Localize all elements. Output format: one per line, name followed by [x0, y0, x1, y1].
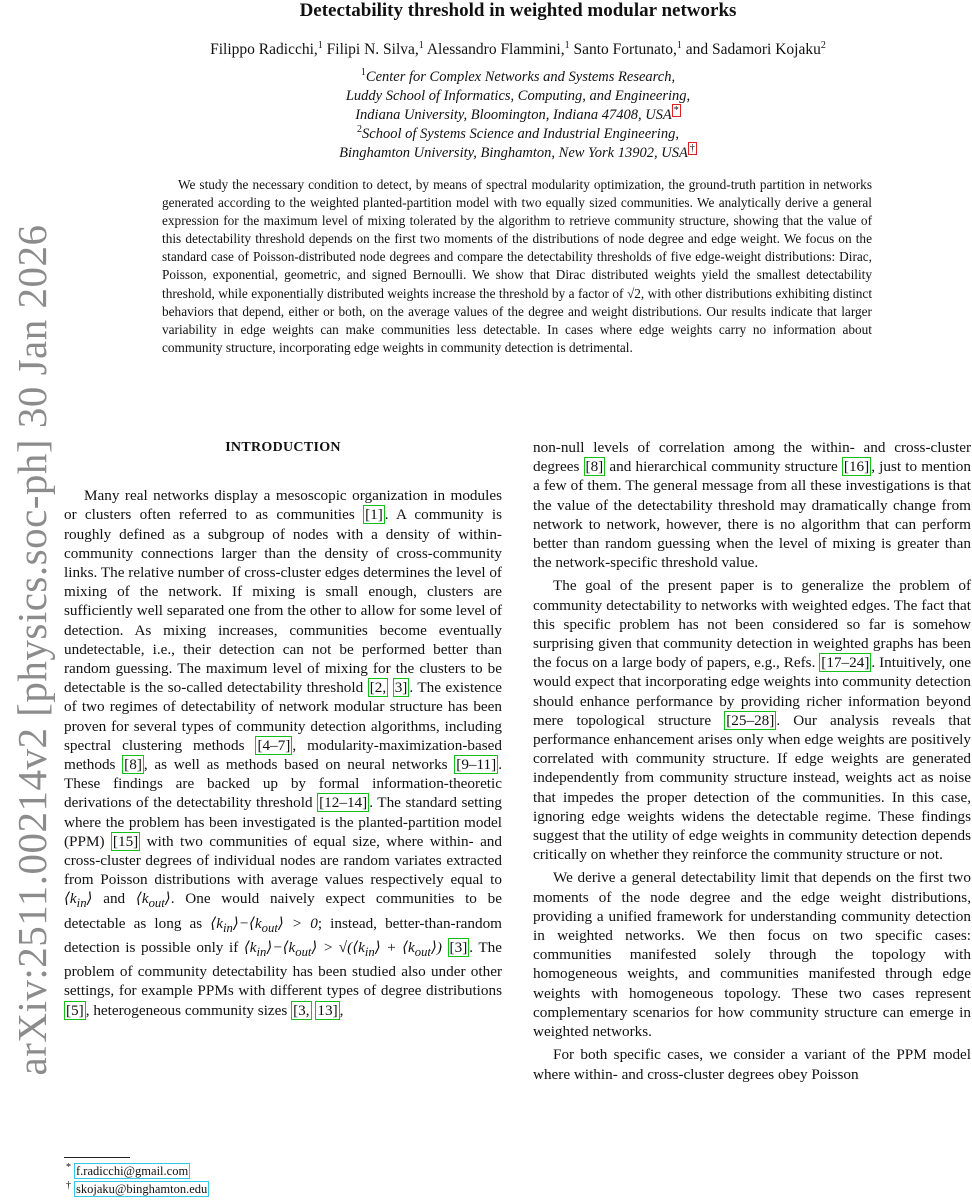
math-k-in: $⟨k_{in}⟩$ — [64, 890, 93, 911]
intro-paragraph-1-continued: non-null levels of correlation among the within- and cross-cluster degrees [8] and hierarchical community structure [16] , just to mention a few of them. The general message from all these investigations is that the value of the detectability threshold may dramatically change from network to network, however, there is no algorithm that can perform better than random guessing when the level of mixing is greater than the network-specific threshold value. — [533, 439, 971, 572]
citation-link[interactable]: [1] — [365, 506, 383, 524]
citation-link[interactable]: [2, — [369, 679, 387, 697]
footnote-link-1[interactable]: * — [673, 105, 679, 116]
citation-link[interactable]: [8] — [124, 756, 142, 774]
affiliation-1-line-2: Luddy School of Informatics, Computing, and Engineering, — [345, 88, 691, 104]
math-threshold-condition: $⟨k_{in}⟩-⟨k_{out}⟩$ > $√(⟨k_{in}⟩$ + $⟨k_{out}⟩$) — [243, 938, 442, 959]
citation-link[interactable]: [5] — [66, 1001, 84, 1019]
email-link-radicchi[interactable]: f.radicchi@gmail.com — [76, 1164, 189, 1178]
arxiv-sidebar — [0, 224, 64, 1076]
math-naive-condition: $⟨k_{in}⟩-⟨k_{out}⟩ > 0$ — [210, 914, 318, 935]
affiliations — [64, 68, 972, 163]
author-5: and Sadamori Kojaku$^2$ — [685, 39, 826, 58]
citation-link[interactable]: [12–14] — [319, 794, 368, 812]
author-1: Filippo Radicchi,$^1$ — [210, 39, 323, 58]
citation-link[interactable]: [4–7] — [257, 736, 291, 754]
arxiv-identifier: arXiv:2511.00214v2 [physics.soc-ph] 30 Jan 2026 — [9, 224, 55, 1076]
footnote-rule — [64, 1157, 130, 1158]
author-3: Alessandro Flammini,$^1$ — [426, 39, 570, 58]
affiliation-2-line-1: $^2$School of Systems Science and Industrial Engineering, — [357, 124, 679, 142]
citation-link[interactable]: [25–28] — [726, 711, 775, 729]
intro-paragraph-3: We derive a general detectability limit that depends on the first two moments of the node degree and the edge weight distributions, providing a unified framework for understanding community detection in weighted networks. We then focus on two specific cases: communities manifested solely through the topology with homogeneous weights, and communities manifested through edge weights with homogeneous topology. These two cases represent complementary scenarios for how community structure can emerge in weighted networks. — [533, 869, 971, 1041]
section-heading-introduction: INTRODUCTION — [225, 440, 341, 455]
citation-link[interactable]: [8] — [585, 458, 604, 476]
abstract — [162, 176, 872, 357]
citation-link[interactable]: [3] — [449, 938, 468, 956]
author-list — [64, 40, 972, 60]
affiliation-1-line-1: $^1$Center for Complex Networks and Systems Research, — [360, 67, 676, 85]
citation-link[interactable]: 13] — [317, 1001, 338, 1019]
email-link-kojaku[interactable]: skojaku@binghamton.edu — [76, 1182, 208, 1196]
citation-link[interactable]: [3, — [293, 1001, 310, 1019]
footnote-link-2[interactable]: † — [689, 143, 695, 154]
footnote-2: † skojaku@binghamton.edu — [66, 1179, 208, 1196]
abstract-text: We study the necessary condition to detect, by means of spectral modularity optimization, the ground-truth partition in networks generated according to the weighted planted-partition model with two equally sized communities. We analytically derive a general expression for the maximum level of mixing tolerated by the algorithm to retrieve community structure, showing that the value of this detectability threshold depends on the first two moments of the distributions of node degree and edge weight. We focus on the standard case of Poisson-distributed node degrees and compare the detectability thresholds of five edge-weight distributions: Dirac, Poisson, exponential, geometric, and signed Bernoulli. We show that Dirac distributed weights yield the smallest detectability threshold, while exponentially distributed weights increase the threshold by a factor of √2, with other distributions exhibiting distinct behaviors that depend, either or both, on the average values of the degree and weight distributions. Our results indicate that larger variability in edge weights can make communities less detectable. In cases where edge weights carry no information about community structure, incorporating edge weights in community detection is detrimental. — [162, 177, 873, 355]
math-k-out: $⟨k_{out}⟩$ — [135, 890, 171, 911]
citation-link[interactable]: [9–11] — [456, 756, 497, 774]
citation-link[interactable]: [16] — [843, 458, 870, 476]
affiliation-2-line-2: Binghamton University, Binghamton, New York 13902, USA † — [339, 143, 695, 161]
right-column — [533, 438, 971, 1084]
footnote-1: * f.radicchi@gmail.com — [66, 1161, 189, 1178]
citation-link[interactable]: [15] — [112, 832, 139, 850]
left-column — [64, 438, 502, 1020]
author-4: Santo Fortunato,$^1$ — [573, 39, 682, 58]
footnotes — [64, 1162, 209, 1198]
citation-link[interactable]: [17–24] — [821, 654, 870, 672]
paper-title: Detectability threshold in weighted modular networks — [299, 0, 737, 21]
intro-paragraph-2: The goal of the present paper is to generalize the problem of community detectability to networks with weighted edges. The fact that this specific problem has not been considered so far is somehow surprising given that community detection in weighted graphs has been the focus on a large body of papers, e.g., Refs. [17–24] . Intuitively, one would expect that incorporating edge weights into community detection should enhance performance by providing richer information beyond mere topological structure [25–28] . Our analysis reveals that performance enhancement arises only when edge weights are positively correlated with community structure. If edge weights are generated independently from community structure instead, weights act as noise that impedes the proper detection of the communities. In this case, ignoring edge weights widens the detectable regime. These findings suggest that the utility of edge weights in community detection depends critically on whether they reinforce the community structure or not. — [533, 577, 971, 864]
intro-paragraph-4: For both specific cases, we consider a variant of the PPM model where within- and cross-cluster degrees obey Poisson — [533, 1046, 971, 1083]
citation-link[interactable]: 3] — [394, 679, 408, 697]
intro-paragraph-1: Many real networks display a mesoscopic organization in modules or clusters often referred to as communities [1] . A community is roughly defined as a subgroup of nodes with a density of within-community connections larger than the density of cross-community links. The relative number of cross-cluster edges determines the level of mixing of the network. If mixing is small enough, clusters are sufficiently well separated one from the other to allow for some level of detection. As mixing increases, communities become eventually undetectable, i.e., their detection can not be performed better than random guessing. The maximum level of mixing for the clusters to be detectable is the so-called detectability threshold [2, 3] . The existence of two regimes of detectability of network modular structure has been proven for several types of community detection algorithms, including spectral clustering methods [4–7] , modularity-maximization-based methods [8] , as well as methods based on neural networks [9–11] . These findings are backed up by formal information-theoretic derivations of the detectability threshold [12–14] . The standard setting where the problem has been investigated is the planted-partition model (PPM) [15] with two communities of equal size, where within- and cross-cluster degrees of individual nodes are random variates extracted from Poisson distributions with average values respectively equal to $⟨k_{in}⟩$ and $⟨k_{out}⟩$. One would naively expect communities to be detectable as long as $⟨k_{in}⟩-⟨k_{out}⟩ > 0$; instead, better-than-random detection is possible only if $⟨k_{in}⟩-⟨k_{out}⟩$ > $√(⟨k_{in}⟩$ + $⟨k_{out}⟩$) [3] . The problem of community detectability has been studied also under other settings, for example PPMs with different types of degree distributions [5] , heterogeneous community sizes [3, 13] , — [64, 487, 503, 1019]
sqrt-two: √2 — [626, 285, 641, 301]
author-2: Filipi N. Silva,$^1$ — [326, 39, 424, 58]
affiliation-1-line-3: Indiana University, Bloomington, Indiana 47408, USA * — [355, 105, 679, 123]
